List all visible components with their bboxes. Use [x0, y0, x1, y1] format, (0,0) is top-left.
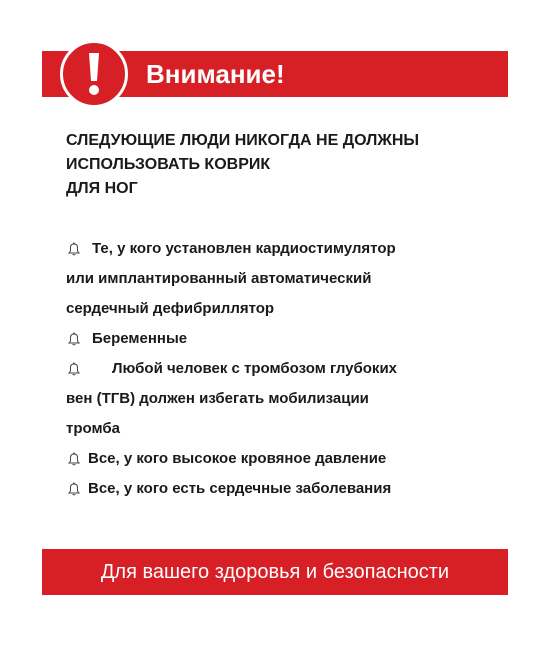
- list-item: [66, 478, 506, 508]
- list-item-text: Все, у кого есть сердечные заболевания: [88, 480, 392, 497]
- list-item-text: Любой человек с тромбозом глубоких: [112, 360, 398, 377]
- list-item-continuation: [66, 418, 506, 448]
- footer-text: Для вашего здоровья и безопасности: [100, 561, 450, 583]
- warning-heading-line: ДЛЯ НОГ: [66, 180, 138, 197]
- warning-heading-line: ИСПОЛЬЗОВАТЬ КОВРИК: [66, 156, 271, 173]
- bell-icon: [66, 451, 82, 467]
- exclamation-icon: [60, 40, 128, 108]
- bell-icon: [66, 361, 82, 377]
- list-item-text: Все, у кого высокое кровяное давление: [88, 450, 387, 467]
- bell-icon: [66, 331, 82, 347]
- bell-icon: [66, 241, 82, 257]
- list-item-text: сердечный дефибриллятор: [66, 300, 275, 317]
- list-item: [66, 238, 506, 268]
- list-item-continuation: [66, 268, 506, 298]
- list-item-text: вен (ТГВ) должен избегать мобилизации: [66, 390, 369, 407]
- warning-heading-line: СЛЕДУЮЩИЕ ЛЮДИ НИКОГДА НЕ ДОЛЖНЫ: [66, 132, 420, 149]
- list-item: [66, 358, 506, 388]
- list-item-text: Те, у кого установлен кардиостимулятор: [92, 240, 396, 257]
- footer-band: [42, 549, 508, 595]
- list-item-text: Беременные: [92, 330, 188, 347]
- contraindication-list: [66, 238, 506, 508]
- list-item: [66, 328, 506, 358]
- header-title: Внимание!: [146, 59, 285, 89]
- warning-heading: [66, 130, 506, 202]
- list-item-text: тромба: [66, 420, 120, 437]
- list-item-text: или имплантированный автоматический: [66, 270, 372, 287]
- bell-icon: [66, 481, 82, 497]
- list-item-continuation: [66, 298, 506, 328]
- list-item: [66, 448, 506, 478]
- list-item-continuation: [66, 388, 506, 418]
